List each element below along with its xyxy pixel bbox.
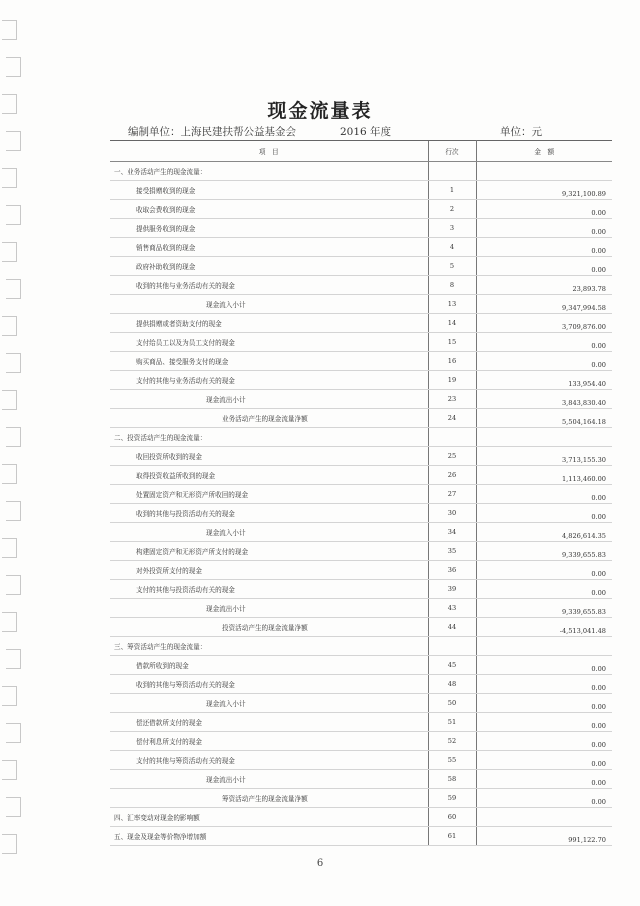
row-line-number: 58 [428, 770, 476, 789]
row-line-number: 44 [428, 618, 476, 637]
binding-mark [6, 723, 21, 743]
organization-label: 编制单位：上海民建扶帮公益基金会 [128, 126, 296, 138]
row-item-label: 现金流入小计 [110, 295, 428, 314]
row-line-number: 24 [428, 409, 476, 428]
row-line-number: 61 [428, 827, 476, 846]
table-row [110, 181, 612, 200]
row-item-label: 现金流出小计 [110, 390, 428, 409]
row-item-label: 支付的其他与投资活动有关的现金 [110, 580, 428, 599]
row-line-number: 45 [428, 656, 476, 675]
binding-mark [6, 797, 21, 817]
row-amount: 4,826,614.35 [476, 523, 612, 542]
table-row [110, 637, 612, 656]
row-item-label: 收取会费收到的现金 [110, 200, 428, 219]
binding-mark [6, 427, 21, 447]
table-header-row [110, 141, 612, 162]
row-amount: 0.00 [476, 732, 612, 751]
row-line-number [428, 428, 476, 447]
table-row [110, 295, 612, 314]
table-row [110, 276, 612, 295]
row-line-number: 27 [428, 485, 476, 504]
row-amount: 3,713,155.30 [476, 447, 612, 466]
row-amount [476, 162, 612, 181]
row-amount: 0.00 [476, 504, 612, 523]
row-item-label: 业务活动产生的现金流量净额 [110, 409, 428, 428]
row-item-label: 接受捐赠收到的现金 [110, 181, 428, 200]
row-line-number: 59 [428, 789, 476, 808]
table-row [110, 827, 612, 846]
row-item-label: 收到的其他与投资活动有关的现金 [110, 504, 428, 523]
table-row [110, 238, 612, 257]
row-amount: -4,513,041.48 [476, 618, 612, 637]
page-number: 6 [316, 858, 324, 869]
row-item-label: 销售商品收到的现金 [110, 238, 428, 257]
row-item-label: 偿付利息所支付的现金 [110, 732, 428, 751]
table-row [110, 542, 612, 561]
row-line-number: 55 [428, 751, 476, 770]
row-line-number: 8 [428, 276, 476, 295]
row-item-label: 对外投资所支付的现金 [110, 561, 428, 580]
row-line-number: 13 [428, 295, 476, 314]
table-row [110, 466, 612, 485]
table-row [110, 352, 612, 371]
table-row [110, 770, 612, 789]
row-item-label: 取得投资收益所收到的现金 [110, 466, 428, 485]
binding-margin-marks [0, 20, 30, 890]
row-amount: 0.00 [476, 333, 612, 352]
row-item-label: 购买商品、接受服务支付的现金 [110, 352, 428, 371]
row-item-label: 三、筹资活动产生的现金流量： [110, 637, 428, 656]
row-item-label: 支付的其他与业务活动有关的现金 [110, 371, 428, 390]
cash-flow-table [110, 140, 612, 846]
row-amount: 9,339,655.83 [476, 599, 612, 618]
row-amount: 0.00 [476, 219, 612, 238]
table-row [110, 200, 612, 219]
row-item-label: 投资活动产生的现金流量净额 [110, 618, 428, 637]
row-line-number: 3 [428, 219, 476, 238]
binding-mark [6, 353, 21, 373]
row-amount: 0.00 [476, 238, 612, 257]
row-item-label: 一、业务活动产生的现金流量： [110, 162, 428, 181]
row-amount: 0.00 [476, 352, 612, 371]
binding-mark [6, 57, 21, 77]
row-line-number: 51 [428, 713, 476, 732]
row-amount: 0.00 [476, 694, 612, 713]
row-line-number: 52 [428, 732, 476, 751]
row-item-label: 借款所收到的现金 [110, 656, 428, 675]
row-line-number: 5 [428, 257, 476, 276]
currency-unit: 单位：元 [500, 126, 542, 138]
row-amount [476, 637, 612, 656]
table-row [110, 789, 612, 808]
table-row [110, 447, 612, 466]
row-amount: 0.00 [476, 580, 612, 599]
table-row [110, 694, 612, 713]
row-amount: 0.00 [476, 751, 612, 770]
table-row [110, 371, 612, 390]
table-row [110, 808, 612, 827]
row-amount: 1,113,460.00 [476, 466, 612, 485]
row-item-label: 提供服务收到的现金 [110, 219, 428, 238]
row-line-number: 36 [428, 561, 476, 580]
table-row [110, 257, 612, 276]
table-row [110, 732, 612, 751]
row-amount: 0.00 [476, 770, 612, 789]
row-line-number: 48 [428, 675, 476, 694]
row-line-number [428, 162, 476, 181]
column-header-item: 项 目 [110, 141, 428, 162]
column-header-line: 行次 [428, 141, 476, 162]
table-row [110, 314, 612, 333]
table-row [110, 485, 612, 504]
row-item-label: 政府补助收到的现金 [110, 257, 428, 276]
table-row [110, 162, 612, 181]
row-amount: 133,954.40 [476, 371, 612, 390]
row-line-number: 35 [428, 542, 476, 561]
row-line-number: 25 [428, 447, 476, 466]
row-amount: 9,321,100.89 [476, 181, 612, 200]
table-row [110, 390, 612, 409]
row-item-label: 构建固定资产和无形资产所支付的现金 [110, 542, 428, 561]
binding-mark [2, 316, 17, 336]
binding-mark [6, 279, 21, 299]
page-title: 现金流量表 [267, 100, 373, 122]
row-item-label: 提供捐赠或者资助支付的现金 [110, 314, 428, 333]
binding-mark [2, 760, 17, 780]
binding-mark [2, 834, 17, 854]
binding-mark [2, 168, 17, 188]
row-item-label: 二、投资活动产生的现金流量： [110, 428, 428, 447]
row-line-number: 2 [428, 200, 476, 219]
row-line-number: 14 [428, 314, 476, 333]
row-item-label: 现金流出小计 [110, 770, 428, 789]
binding-mark [2, 464, 17, 484]
row-item-label: 处置固定资产和无形资产所收回的现金 [110, 485, 428, 504]
table-row [110, 675, 612, 694]
row-line-number: 23 [428, 390, 476, 409]
row-line-number: 4 [428, 238, 476, 257]
table-row [110, 333, 612, 352]
row-amount: 9,339,655.83 [476, 542, 612, 561]
row-line-number: 39 [428, 580, 476, 599]
table-row [110, 523, 612, 542]
table-row [110, 428, 612, 447]
row-line-number: 16 [428, 352, 476, 371]
table-row [110, 618, 612, 637]
row-item-label: 支付给员工以及为员工支付的现金 [110, 333, 428, 352]
table-row [110, 409, 612, 428]
binding-mark [6, 205, 21, 225]
binding-mark [2, 242, 17, 262]
table-row [110, 713, 612, 732]
row-amount: 0.00 [476, 713, 612, 732]
row-amount: 0.00 [476, 561, 612, 580]
table-row [110, 751, 612, 770]
table-row [110, 504, 612, 523]
column-header-amount: 金 额 [476, 141, 612, 162]
binding-mark [2, 686, 17, 706]
row-line-number: 26 [428, 466, 476, 485]
row-amount [476, 808, 612, 827]
row-amount [476, 428, 612, 447]
row-item-label: 五、现金及现金等价物净增加额 [110, 827, 428, 846]
row-amount: 991,122.70 [476, 827, 612, 846]
row-item-label: 偿还借款所支付的现金 [110, 713, 428, 732]
row-item-label: 收到的其他与业务活动有关的现金 [110, 276, 428, 295]
row-line-number: 43 [428, 599, 476, 618]
table-row [110, 561, 612, 580]
row-item-label: 现金流入小计 [110, 523, 428, 542]
report-meta [128, 124, 608, 140]
row-amount: 0.00 [476, 200, 612, 219]
row-amount: 0.00 [476, 485, 612, 504]
binding-mark [2, 390, 17, 410]
row-amount: 3,709,876.00 [476, 314, 612, 333]
row-item-label: 收回投资所收到的现金 [110, 447, 428, 466]
row-line-number: 19 [428, 371, 476, 390]
row-line-number: 34 [428, 523, 476, 542]
row-item-label: 现金流出小计 [110, 599, 428, 618]
row-line-number: 60 [428, 808, 476, 827]
table-row [110, 656, 612, 675]
row-item-label: 支付的其他与筹资活动有关的现金 [110, 751, 428, 770]
row-line-number: 30 [428, 504, 476, 523]
row-item-label: 四、汇率变动对现金的影响额 [110, 808, 428, 827]
binding-mark [6, 649, 21, 669]
row-amount: 23,893.78 [476, 276, 612, 295]
row-item-label: 收到的其他与筹资活动有关的现金 [110, 675, 428, 694]
table-row [110, 580, 612, 599]
row-amount: 0.00 [476, 656, 612, 675]
binding-mark [2, 538, 17, 558]
row-item-label: 现金流入小计 [110, 694, 428, 713]
row-amount: 0.00 [476, 789, 612, 808]
row-amount: 0.00 [476, 675, 612, 694]
binding-mark [6, 575, 21, 595]
row-line-number: 15 [428, 333, 476, 352]
row-amount: 9,347,994.58 [476, 295, 612, 314]
binding-mark [2, 20, 17, 40]
table-row [110, 219, 612, 238]
row-line-number: 1 [428, 181, 476, 200]
row-item-label: 筹资活动产生的现金流量净额 [110, 789, 428, 808]
row-amount: 5,504,164.18 [476, 409, 612, 428]
row-amount: 0.00 [476, 257, 612, 276]
binding-mark [6, 501, 21, 521]
report-year: 2016 年度 [340, 126, 392, 138]
row-line-number [428, 637, 476, 656]
table-row [110, 599, 612, 618]
binding-mark [6, 131, 21, 151]
binding-mark [2, 612, 17, 632]
row-line-number: 50 [428, 694, 476, 713]
row-amount: 3,843,830.40 [476, 390, 612, 409]
